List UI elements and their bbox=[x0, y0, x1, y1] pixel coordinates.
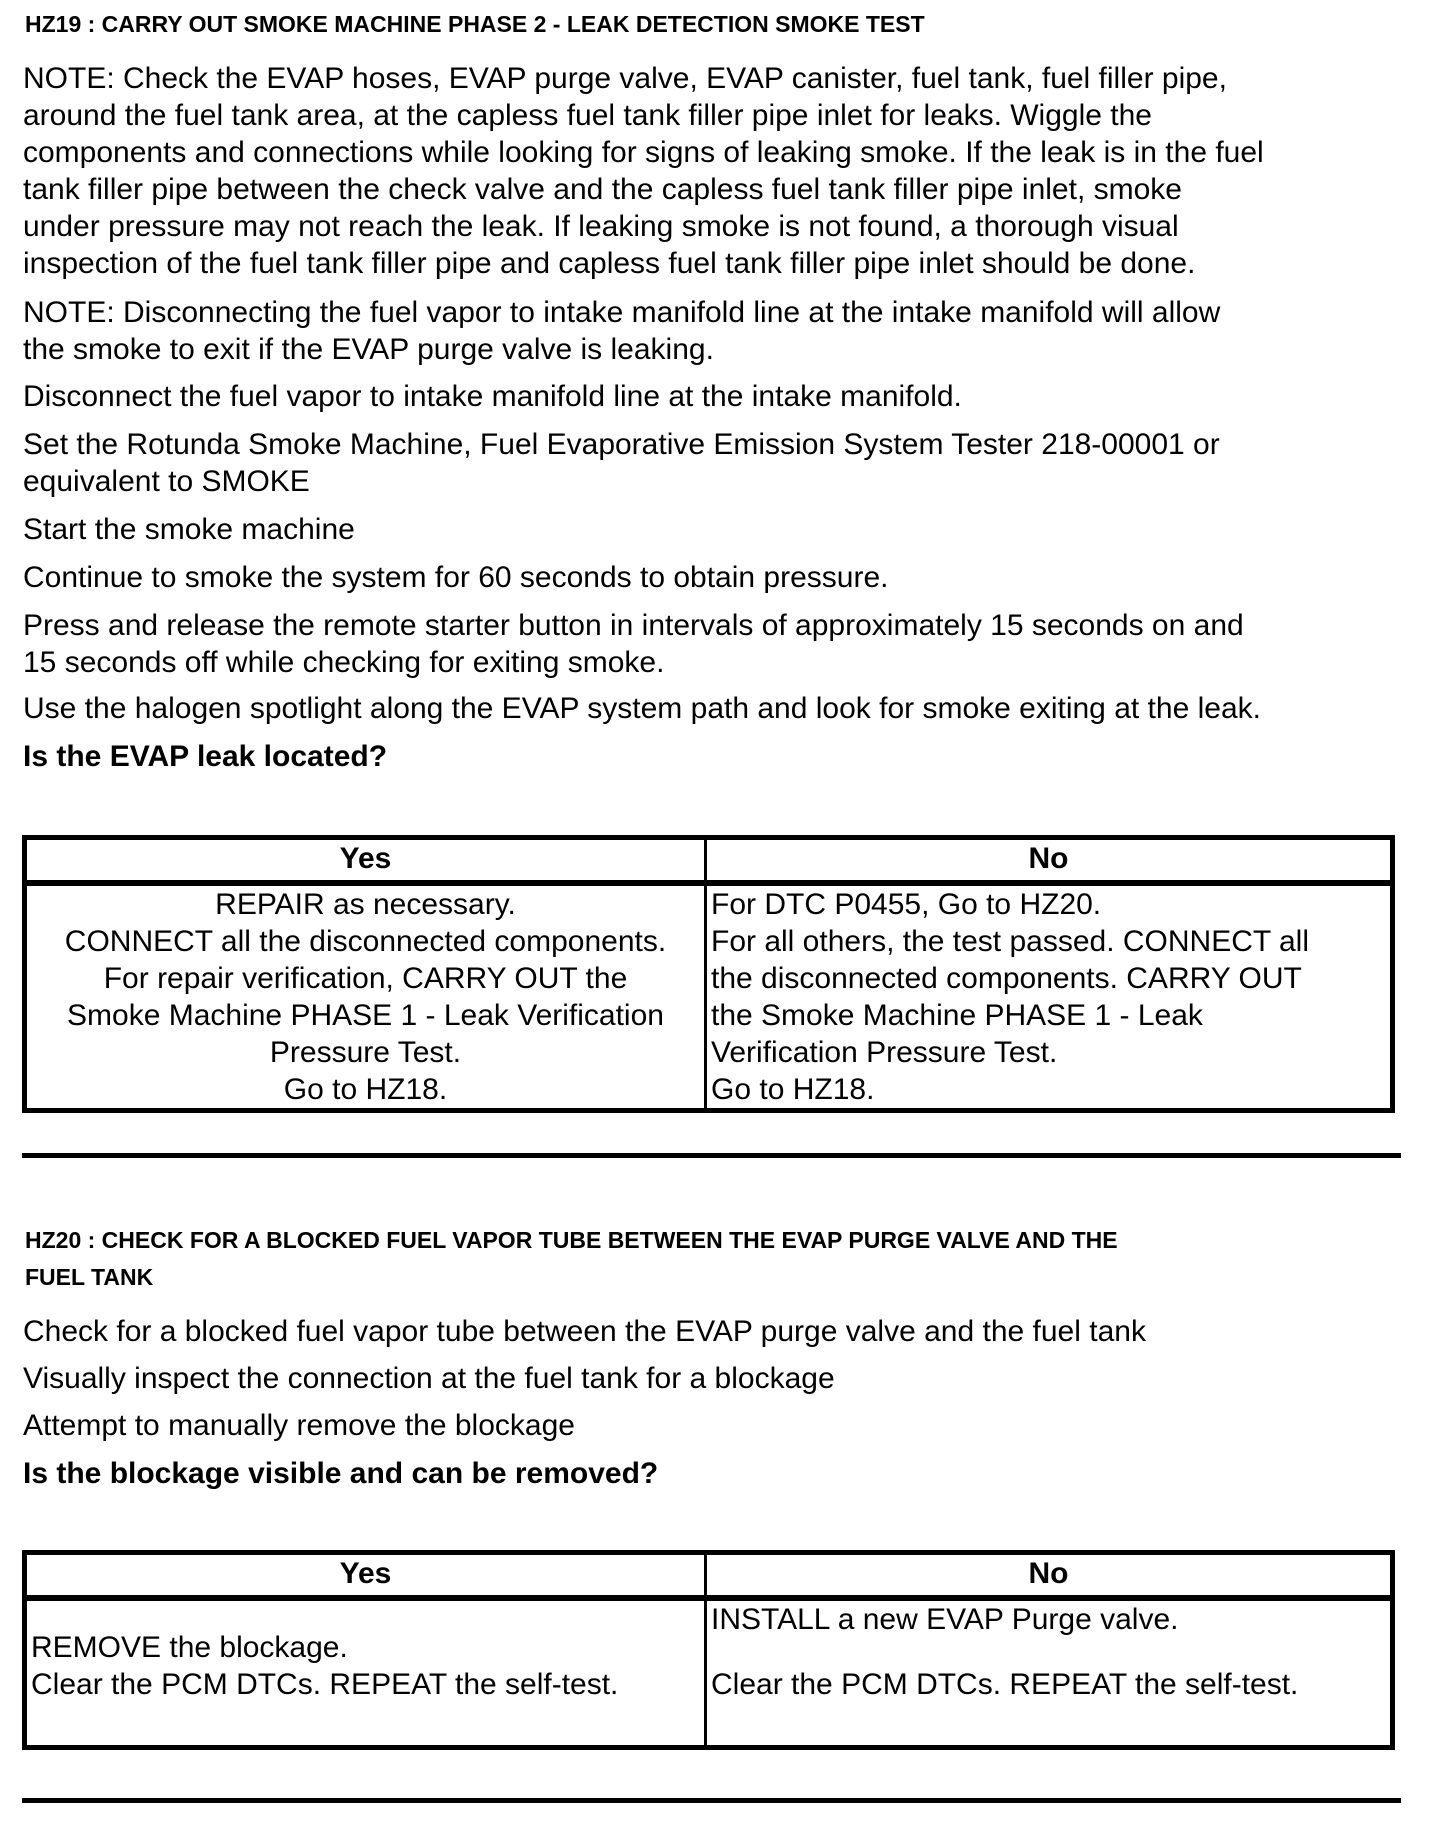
table-header-row bbox=[25, 838, 1393, 884]
yes-line: Pressure Test. bbox=[269, 1036, 462, 1069]
yes-header: Yes bbox=[25, 838, 706, 884]
note-line: components and connections while looking for signs of leaking smoke. If the leak is in the fuel bbox=[23, 136, 1264, 169]
yes-line: For repair verification, CARRY OUT the bbox=[103, 962, 628, 995]
hz20-decision-table bbox=[22, 1550, 1395, 1750]
hz20-heading bbox=[25, 1222, 1118, 1296]
no-line: the disconnected components. CARRY OUT bbox=[711, 962, 1302, 995]
no-line: Go to HZ18. bbox=[711, 1073, 875, 1106]
yes-line: Go to HZ18. bbox=[283, 1073, 448, 1106]
hz20-question: Is the blockage visible and can be removed? bbox=[23, 1457, 659, 1490]
hz19-step-spotlight: Use the halogen spotlight along the EVAP system path and look for smoke exiting at the leak. bbox=[23, 692, 1261, 725]
hz19-step-set-machine bbox=[23, 426, 1220, 500]
section-divider bbox=[22, 1798, 1401, 1803]
no-line: For DTC P0455, Go to HZ20. bbox=[711, 888, 1102, 921]
step-line: equivalent to SMOKE bbox=[23, 465, 310, 498]
no-cell bbox=[706, 883, 1393, 1111]
hz19-step-continue: Continue to smoke the system for 60 seconds to obtain pressure. bbox=[23, 561, 889, 594]
hz19-step-disconnect: Disconnect the fuel vapor to intake manifold line at the intake manifold. bbox=[23, 380, 962, 413]
section-divider bbox=[22, 1153, 1401, 1158]
table-header-row bbox=[25, 1553, 1393, 1599]
no-line: Verification Pressure Test. bbox=[711, 1036, 1058, 1069]
table-row bbox=[25, 1598, 1393, 1748]
note-line: NOTE: Disconnecting the fuel vapor to intake manifold line at the intake manifold will allow bbox=[23, 296, 1221, 329]
step-line: Set the Rotunda Smoke Machine, Fuel Evaporative Emission System Tester 218-00001 or bbox=[23, 428, 1220, 461]
hz19-question: Is the EVAP leak located? bbox=[23, 740, 388, 773]
yes-line: Smoke Machine PHASE 1 - Leak Verification bbox=[67, 999, 664, 1032]
no-line: the Smoke Machine PHASE 1 - Leak bbox=[711, 999, 1203, 1032]
hz20-step-inspect: Visually inspect the connection at the fuel tank for a blockage bbox=[23, 1362, 835, 1395]
hz20-step-check: Check for a blocked fuel vapor tube between the EVAP purge valve and the fuel tank bbox=[23, 1315, 1146, 1348]
hz19-note-1 bbox=[23, 60, 1264, 282]
no-cell bbox=[706, 1598, 1393, 1748]
yes-cell bbox=[25, 883, 706, 1111]
yes-cell bbox=[25, 1598, 706, 1748]
hz19-note-2 bbox=[23, 294, 1220, 368]
heading-line: FUEL TANK bbox=[25, 1264, 154, 1290]
hz19-step-start: Start the smoke machine bbox=[23, 513, 355, 546]
hz19-heading: HZ19 : CARRY OUT SMOKE MACHINE PHASE 2 - LEAK DETECTION SMOKE TEST bbox=[25, 11, 925, 37]
heading-line: HZ20 : CHECK FOR A BLOCKED FUEL VAPOR TUBE BETWEEN THE EVAP PURGE VALVE AND THE bbox=[25, 1227, 1118, 1253]
hz20-step-attempt: Attempt to manually remove the blockage bbox=[23, 1409, 575, 1442]
hz19-step-press-release bbox=[23, 607, 1244, 681]
note-line: tank filler pipe between the check valve and the capless fuel tank filler pipe inlet, smoke bbox=[23, 173, 1182, 206]
no-header: No bbox=[706, 1553, 1393, 1599]
step-line: 15 seconds off while checking for exiting smoke. bbox=[23, 646, 665, 679]
no-line: Clear the PCM DTCs. REPEAT the self-test. bbox=[711, 1668, 1299, 1701]
yes-header: Yes bbox=[25, 1553, 706, 1599]
note-line: NOTE: Check the EVAP hoses, EVAP purge valve, EVAP canister, fuel tank, fuel filler pipe, bbox=[23, 62, 1227, 95]
step-line: Press and release the remote starter button in intervals of approximately 15 seconds on and bbox=[23, 609, 1244, 642]
yes-line: REPAIR as necessary. bbox=[215, 888, 516, 921]
note-line: under pressure may not reach the leak. If leaking smoke is not found, a thorough visual bbox=[23, 210, 1179, 243]
yes-line: CONNECT all the disconnected components. bbox=[64, 925, 667, 958]
table-row bbox=[25, 883, 1393, 1111]
no-spacer bbox=[711, 1638, 1386, 1666]
yes-line: Clear the PCM DTCs. REPEAT the self-test. bbox=[31, 1668, 619, 1701]
hz19-decision-table bbox=[22, 835, 1395, 1113]
no-line: For all others, the test passed. CONNECT all bbox=[711, 925, 1310, 958]
no-header: No bbox=[706, 838, 1393, 884]
note-line: around the fuel tank area, at the capless fuel tank filler pipe inlet for leaks. Wiggle the bbox=[23, 99, 1152, 132]
note-line: inspection of the fuel tank filler pipe and capless fuel tank filler pipe inlet should be done. bbox=[23, 247, 1196, 280]
yes-line: REMOVE the blockage. bbox=[31, 1631, 348, 1664]
no-line: INSTALL a new EVAP Purge valve. bbox=[711, 1603, 1179, 1636]
note-line: the smoke to exit if the EVAP purge valve is leaking. bbox=[23, 333, 714, 366]
